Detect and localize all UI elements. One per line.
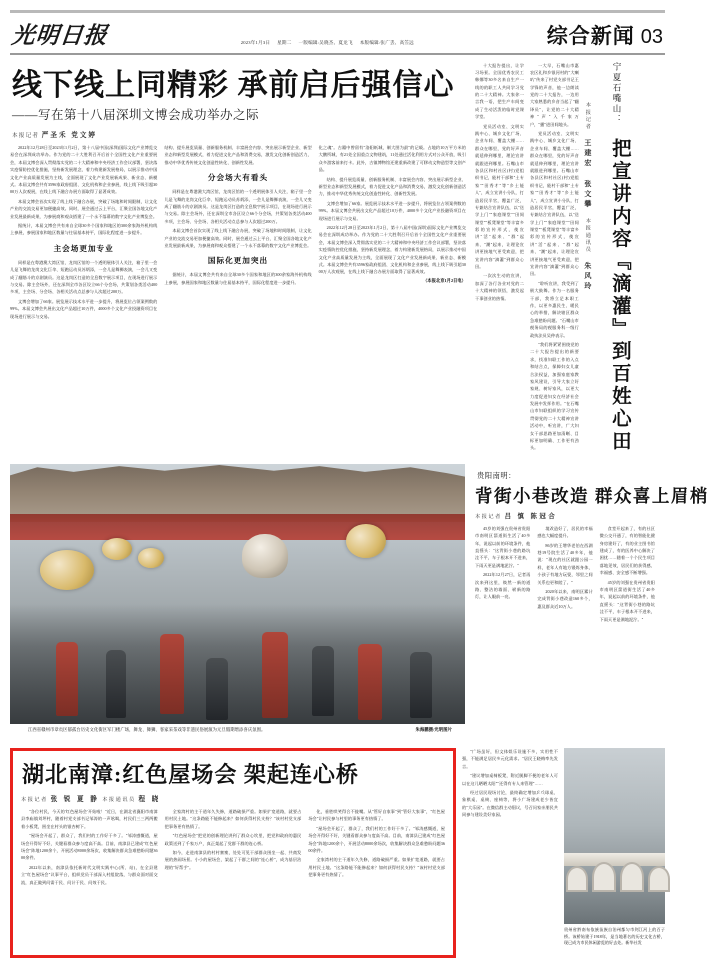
- dragon-ball: [346, 524, 386, 558]
- paragraph: 2022年12月27日，记者再次来到这里，焕然一新的道路、整洁的墙面、崭新的路灯，让人眼前一亮。: [475, 572, 531, 600]
- paragraph: 45岁的刘强在贵州省贵阳市南明区箭道街生活了40多年，说起以前的环境条件，他直摇头："这背街小巷的路坑洼不平，车子根本开不进来，下雨天更是满地泥泞。": [599, 579, 655, 622]
- dragon-head: [40, 550, 94, 590]
- paragraph: "建议增加桌椅板凳，附近腿脚不便的老年人可以在这儿晒晒太阳""还得有专人来管理"……: [462, 773, 558, 786]
- ningxia-headline-block: [609, 62, 655, 454]
- paragraph: 本届文博会首次实现了线上线下融合办展，突破了场地和时间限制，让文化产业的交流交易更加便捷高效。同时，展会通过云上平台，汇聚全国各地文化产业发展最新成果，为参展商和观众搭建了一个永不落幕的数字文化产业博览会。: [164, 228, 312, 248]
- performer-5: [262, 632, 288, 718]
- photo-caption-row: [28, 727, 466, 733]
- performer-8: [410, 652, 432, 718]
- ningxia-byline-block: [583, 62, 605, 454]
- paragraph: 同样是在粤港澳大湾区馆，龙岗区馆的一个透明展体引人关注，箱子里一会儿是飞舞的龙岗文化巨伞、短跑运动员苏炳添，一会儿是舞狮表演，一会儿又变成了翻筋斗的京剧演员。这是龙岗区打造的全息数字展示项目，在现场进行展示与交易。除主会场外，还在深圳全市各区设立66个分会场，共策划各类活动400多项，主会场、分会场、各相关活动点总参与人次超过200万。: [164, 189, 312, 224]
- paragraph: 全家湾村的主干道年久失修，道路破损严重。如果扩宽道路，就要占用村民土地。"这条路能不能修起来？如何获得村民支持？"该村村党支部把事务更有热情了。: [164, 809, 302, 829]
- newspaper-logo: 光明日报: [10, 23, 110, 48]
- guiyang-byline-label: 本报记者: [475, 513, 502, 520]
- paragraph: 全家湾村的主干道年久失修，道路破损严重。如果扩宽道路，就要占用村民土地。"这条路能不能修起来？如何获得村民支持？"该村村党支部把事务更有热情了。: [308, 857, 446, 878]
- guiyang-shoulder: 贵阳南明：: [477, 470, 516, 480]
- lead-byline: [12, 129, 466, 139]
- performer-3: [160, 634, 184, 714]
- paragraph: 2022年12月28日至2023年1月2日，第十八届中国(深圳)国际文化产业博览交易会在深圳成功举办。作为党的二十大胜利召开后首个全国性文化产业重要展会，本届文博会深入贯彻落实党的二十大精神和中央经济工作会议部署，坚决落实疫情防控优化措施，坚持新发展理念，着力构建新发展格局，以展示推动中国文化产业高质量发展为主线，全面展现了文化产业发展新成果、新业态、新模式。本届文博会共有3596家政府组团、文化机构和企业参展，线上线下吸引超3000万人次观展，在线上线下融合办展方面取得了显著成效。: [318, 225, 466, 275]
- bottom-right-region: [462, 748, 665, 947]
- paragraph: 如今，走进南漳县的村村寨寨，处处可见干部群众围坐一起、共商发展的热闹场景。小小的屋场会，架起了干群之间的"连心桥"，成为基层治理的"好帮手"。: [164, 849, 302, 870]
- photo-credit: 朱海鹏摄/光明图片: [415, 726, 452, 732]
- redbox-byline-name2: 程 晓: [138, 796, 161, 803]
- lead-columns: [10, 144, 466, 322]
- paragraph: 经过居民现场讨论，最终确定增加乒乓球桌、象棋桌、桌椅、座椅等，将小广场建成老少皆宜的"大乐园"。在微信群主动倡议，号召问家亲朋民共同参与建设美好家园。: [462, 789, 558, 818]
- redbox-byline-label: 本报记者: [21, 797, 48, 803]
- paragraph: 境改造好了，居民的幸福感也大幅度提升。: [537, 525, 593, 539]
- subheading-zhuhuichang: 主会场更加专业: [53, 243, 114, 253]
- guiyang-column-1: [475, 525, 530, 625]
- paragraph: 据统计，本届文博会共有来自全球30多个国家和地区的300余家海外机构线上参展，参展国家和地区数量与往届基本持平，国际化程度进一步提升。: [10, 223, 158, 236]
- paragraph: 本届文博会首次实现了线上线下融合办展，突破了场地和时间限制，让文化产业的交流交易更加便捷高效。同时，展会通过云上平台，汇聚全国各地文化产业发展最新成果，为参展商和观众搭建了一个永不落幕的数字文化产业博览会。: [10, 198, 158, 219]
- paragraph: 化之魂"。古籍中曾留有"洛阳纸城，制大图为最"的记载。占地约10万平方米的大鹏所城，有21处全国重点文物建筑，11处通过活化利用方式对公众开放，吸引众多游客前来打卡。此外，古镇博物馆还建重新改建了可移动文物造型等文创产品。: [318, 145, 466, 173]
- guiyang-story: [475, 458, 709, 733]
- paragraph: 文博会增加了66家。展览展示技术水平进一步提升，将展览位占领案例数的99%。本届文博会共展出文化产品超过10万件，4000多个文化产业投融资项目在现场进行展示与交易。: [318, 200, 466, 221]
- paragraph: 党员活动室、文明实践中心、城乡文化广场、企业车间、覆盖大棚……群众在哪里，党的好声音就延伸到哪里，理论宣讲就跟进到哪里。石嘴山市各县区和村社区(村)党组织书记，能村干部和"土专家""田秀才"等"乡土能人"，成立宣讲小分队，打造居民半官，覆盖广泛，专兼结合宣讲队伍，以"送学上门""家庭课堂""田间课堂""板凳课堂"等丰富多彩的宣传形式，使宣讲"活"起来、"群"起来、"潮"起来，让理论宣讲更接地气更受欢迎，把宣讲内容"滴灌"到群众心田。: [529, 131, 579, 277]
- paragraph: "红色屋场会"把党的创新理论讲到了群众心坎里，把党和政府的惠民政策送到了千家万户，真正架起了党群干群的连心桥。: [164, 833, 302, 846]
- paragraph: 十大报告提出，让学习场景。全国优秀农民工韩娜等30多名来自生产一线的的职工人共同学习党的二十大精神。大家你一言我一语，把生产车间变成了生动活泼的临时党课学堂。: [475, 62, 524, 120]
- ningxia-byline-label: 本报记者: [584, 101, 591, 131]
- paragraph: 2022年以来，南漳县依托新时代文明实践中心(所、站)，在全县建立"红色屋场会"议事平台，组织党员干部深入村组院落，与群众面对面交流，真正做到问需于民、问计于民、问效于民。: [21, 864, 158, 885]
- bridge-arch-2: [592, 862, 616, 892]
- paragraph: 结构、提升展览质量、创新服务机制、丰富展会内容、突出展示新型企业、新型业态和新型发展模式，着力促进文化产品和消费交易，激发文化创新创造活力，推动中华优秀传统文化创造性转化、创新性发展。: [164, 145, 312, 165]
- paragraph: 党员活动室、文明实践中心、城乡文化广场、企业车间、覆盖大棚……群众在哪里，党的好声音就延伸到哪里，理论宣讲就跟进到哪里。石嘴山市各县区和村社区(村)党组织书记，能村干部和"土专家""田秀才"等"乡土能人"，成立宣讲小分队，打造居民半官，覆盖广泛，专兼结合宣讲队伍，以"送学上门""家庭课堂""田间课堂""板凳课堂"等丰富多彩的宣传形式，使宣讲"活"起来、"群"起来、"潮"起来，让理论宣讲更接地气更受欢迎，把宣讲内容"滴灌"到群众心田。: [475, 123, 524, 270]
- ningxia-byline: [583, 102, 593, 454]
- guiyang-continued-columns: [462, 748, 665, 947]
- ningxia-byline-label2: 本报通讯员: [584, 217, 591, 254]
- performer-4: [206, 658, 228, 720]
- bridge-arch-4: [648, 866, 670, 892]
- bridge-photo-caption: 贵州省黔南布依族苗族自治州都匀市剑江河上的百子桥。该桥始建于1918年，是当地著名的历史文化古桥，现已成为市民休闲游览的好去处。新华社发: [564, 927, 665, 946]
- lead-column-2: [164, 144, 311, 322]
- lead-byline-label: 本报记者: [12, 133, 40, 140]
- lion-head: [242, 534, 288, 578]
- lead-column-3: [319, 144, 466, 322]
- dragon-body-1: [102, 538, 132, 560]
- guiyang-column-2: [537, 525, 592, 625]
- ningxia-byline-name2: 朱风玲: [583, 261, 592, 292]
- masthead-editor-front: 一版编辑:吴晓杰、夏龙飞: [298, 40, 353, 45]
- masthead-editor-page: 本版编辑:张广丢、高笠远: [359, 40, 414, 45]
- paragraph: 2020年以来，南明区累计完成背街小巷改造160多个，惠及群众近10万人。: [537, 588, 593, 609]
- paragraph: 同样是在粤港澳大湾区馆，龙岗区馆的一个透明展体引人关注，箱子里一会儿是飞舞的龙岗文化巨伞、短跑运动员苏炳添，一会儿是舞狮表演，一会儿又变成了翻筋斗的京剧演员。这是龙岗区打造的全息数字展示项目，在现场进行展示与交易。除主会场外，还在深圳全市各区设立66个分会场，共策划各类活动400多项，主会场、分会场、各相关活动点总参与人次超过200万。: [10, 259, 158, 295]
- photo-block: [10, 458, 466, 733]
- dragon-body-2: [138, 548, 164, 568]
- guiyang-columns: [475, 525, 655, 625]
- crowd-shadow: [10, 604, 465, 724]
- paragraph: "各位村民，今天的'红色屋场会'开始啦！"近日，在湖北省襄阳市南漳县李庙镇刘坪村，随着村党支部书记邹涛的一声吆喝，村民们三三两两搬着小板凳，围坐在村头的银杏树下。: [21, 809, 158, 829]
- lead-subheadline: ——写在第十八届深圳文博会成功举办之际: [12, 108, 260, 123]
- bridge-arch-1: [566, 866, 588, 892]
- photo-caption: 江西省赣州市章贡区郁孤台历史文化街区军门楼广场，舞龙、舞狮、客家采茶戏等非遗民俗展演为元旦假期增添喜庆氛围。: [28, 726, 266, 732]
- ningxia-headline-stack: [609, 62, 629, 454]
- guiyang-column-3: [600, 525, 655, 625]
- red-box-feature: [10, 748, 456, 958]
- masthead-section-block: [547, 20, 663, 50]
- ningxia-columns: [475, 62, 579, 454]
- redbox-byline-label2: 本报通讯员: [102, 797, 136, 803]
- paragraph: 86岁的王增华老伯在西湖巷19号院生活了40多年，他说："现在的社区就跟公园一样，老年人有地方锻炼身体，小孩子有地方玩耍，邻里之间关系也更和睦了。": [537, 542, 593, 585]
- performer-6: [312, 646, 334, 716]
- paragraph: 文博会增加了66家。展览展示技术水平进一步提升，将展览位占领案例数的99%。本届文博会共展出文化产品超过10万件，4000多个文化产业投融资项目在现场进行展示与交易。: [10, 298, 158, 319]
- lead-column-1: [10, 144, 157, 322]
- ningxia-story: [475, 62, 655, 454]
- newspaper-page: [0, 10, 709, 966]
- redbox-byline: [21, 793, 445, 803]
- page-number: 03: [640, 26, 663, 48]
- ningxia-shoulder: 宁夏石嘴山：: [612, 61, 623, 125]
- redbox-column-1: [21, 808, 158, 888]
- masthead-date: 2023年1月3日: [240, 40, 271, 45]
- lead-story-region: [10, 62, 665, 454]
- subheading-fenhuichang: 分会场大有看头: [207, 173, 269, 183]
- guiyang-headline: 背街小巷改造 群众喜上眉梢: [475, 485, 709, 506]
- paragraph: "屋场会开起了，群众了，我们村的工作好干多了。"邹涛感慨道，屋场会开得好不好，关键看群众参与度高不高。目前，南漳县已建成"红色屋场会"阵地1200余个，开展活动8000余场次，收集解决群众急难愁盼问题3600余件。: [21, 833, 158, 861]
- masthead: [10, 13, 665, 53]
- paragraph: 据统计，本届文博会共有来自全球30多个国家和地区的300余家海外机构线上参展，参展国家和地区数量与往届基本持平，国际化程度进一步提升。: [164, 272, 312, 285]
- subheading-guojihua: 国际化更加突出: [207, 256, 269, 266]
- guiyang-byline-names: 吕 慎 陈冠合: [504, 512, 558, 520]
- ningxia-column-1: [475, 62, 524, 454]
- bridge-deck: [564, 853, 665, 866]
- paragraph: 2022年12月28日至2023年1月2日，第十八届中国(深圳)国际文化产业博览交易会在深圳成功举办。作为党的二十大胜利召开后首个全国性文化产业重要展会，本届文博会深入贯彻落实党的二十大精神和中央经济工作会议部署，坚决落实疫情防控优化措施，坚持新发展理念，着力构建新发展格局，以展示推动中国文化产业高质量发展为主线，全面展现了文化产业发展新成果、新业态、新模式。本届文博会共有3596家政府组团、文化机构和企业参展，线上线下吸引超3000万人次观展，在线上线下融合办展方面取得了显著成效。: [10, 145, 158, 195]
- redbox-byline-names: 张 锐 夏 静: [50, 796, 100, 803]
- dragon-dance-photo: [10, 464, 465, 724]
- redbox-columns: [21, 808, 445, 888]
- paragraph: "聆听宣讲，我受到了极大鼓舞。作为一名服务干部，我将立足本职工作，以更多惠民生、暖民心的举措，解决辖区群众急难愁盼问题。"石嘴山市税务局的税服务科一级行政执法员吴仲表示。: [529, 280, 579, 338]
- section-title: 综合新闻: [546, 24, 635, 48]
- paragraph: 食堂开起来了，有的社区微公交开通了，有的智能化健身房建好了，有的业主图书馆建成了，有的医养中心解决了困扰……随着一个个民生项目落地见效，居民们的获得感、幸福感、安全感不断增强。: [599, 525, 655, 576]
- lead-enddate: （本报北京1月2日电）: [423, 277, 466, 283]
- lead-byline-names: 严圣禾 党文婷: [41, 132, 98, 140]
- guiyang-continued-column: [462, 748, 558, 947]
- bridge-arch-3: [620, 862, 644, 892]
- red-banner: [10, 514, 465, 540]
- paragraph: 化，垂胜哄笑得合不拢嘴。从"管好自家事"到"管好大家事"，"红色屋场会"让村民参与村里的事务更有热情了。: [308, 809, 446, 822]
- paragraph: 一大早，石嘴山市惠农区礼和乡银河村的"大喇叭"传来了村党支部书记王学锋的声音，他一边朗读党的二十大报告，一边用大家熟悉的乡音当起了"翻译员"，让党的二十大精神"声"入千家万户，"播"进田间地头。: [529, 62, 579, 127]
- masthead-bottom-rule: [10, 53, 665, 55]
- redbox-column-2: [165, 808, 302, 888]
- guiyang-byline: [475, 511, 655, 520]
- lead-story: [10, 62, 466, 454]
- ningxia-column-2: [530, 62, 579, 454]
- masthead-dateline: [241, 40, 414, 50]
- ningxia-byline-names: 王建宏 张文攀: [583, 138, 592, 210]
- paragraph: "广场虽好，但文体娱乐设施不多，实用性不强，不能满足居民多元化需求。"居民王晓梅率先发言。: [462, 749, 558, 769]
- photo-and-guiyang-region: [10, 458, 709, 733]
- lead-headline: 线下线上同精彩 承前启后强信心: [12, 68, 455, 102]
- redbox-headline: 湖北南漳:红色屋场会 架起连心桥: [22, 762, 359, 787]
- paragraph: "屋场会开起了，群众了，我们村的工作好干多了。"邹涛感慨道，屋场会开得好不好，关键看群众参与度高不高。目前，南漳县已建成"红色屋场会"阵地1200余个，开展活动8000余场次，收集解决群众急难愁盼问题3600余件。: [308, 825, 446, 853]
- bridge-photo-column: [564, 748, 665, 947]
- performer-7: [358, 644, 382, 720]
- bridge-photo: [564, 748, 665, 924]
- redbox-column-3: [308, 808, 445, 888]
- paragraph: 一次次生动的宣讲，加深了各行各业对党的二十大精神的领悟，激发起干事创业的热情。: [475, 273, 524, 301]
- performer-1: [56, 642, 78, 716]
- paragraph: "我们将紧紧围绕党的二十大报告提出的新要求，找准妇联工作的入点和结合点，保障妇女儿童合法权益，加强家庭家教家风建设，引导大家立好家规、树好家风，以更大力度促进妇女在经济社会发展中发挥作用。"在石嘴山市妇联组织的学习宣传贯彻党的二十大精神宣讲活动中，听宣讲，广大妇女干部思路更加清晰、目标更加明确、工作更有劲头。: [529, 341, 579, 451]
- ningxia-headline: 把宣讲内容『滴灌』到百姓心田: [608, 137, 630, 453]
- masthead-weekday: 星期二: [277, 40, 292, 45]
- performer-2: [106, 650, 126, 718]
- paragraph: 结构、提升展览质量、创新服务机制、丰富展会内容、突出展示新型企业、新型业态和新型发展模式，着力促进文化产品和消费交易，激发文化创新创造活力，推动中华优秀传统文化创造性转化、创新性发展。: [318, 176, 466, 197]
- paragraph: 45岁的刘强在贵州省贵阳市南明区箭道街生活了40多年，说起以前的环境条件，他直摇头："这背街小巷的路坑洼不平，车子根本开不进来，下雨天更是满地泥泞。": [475, 525, 531, 568]
